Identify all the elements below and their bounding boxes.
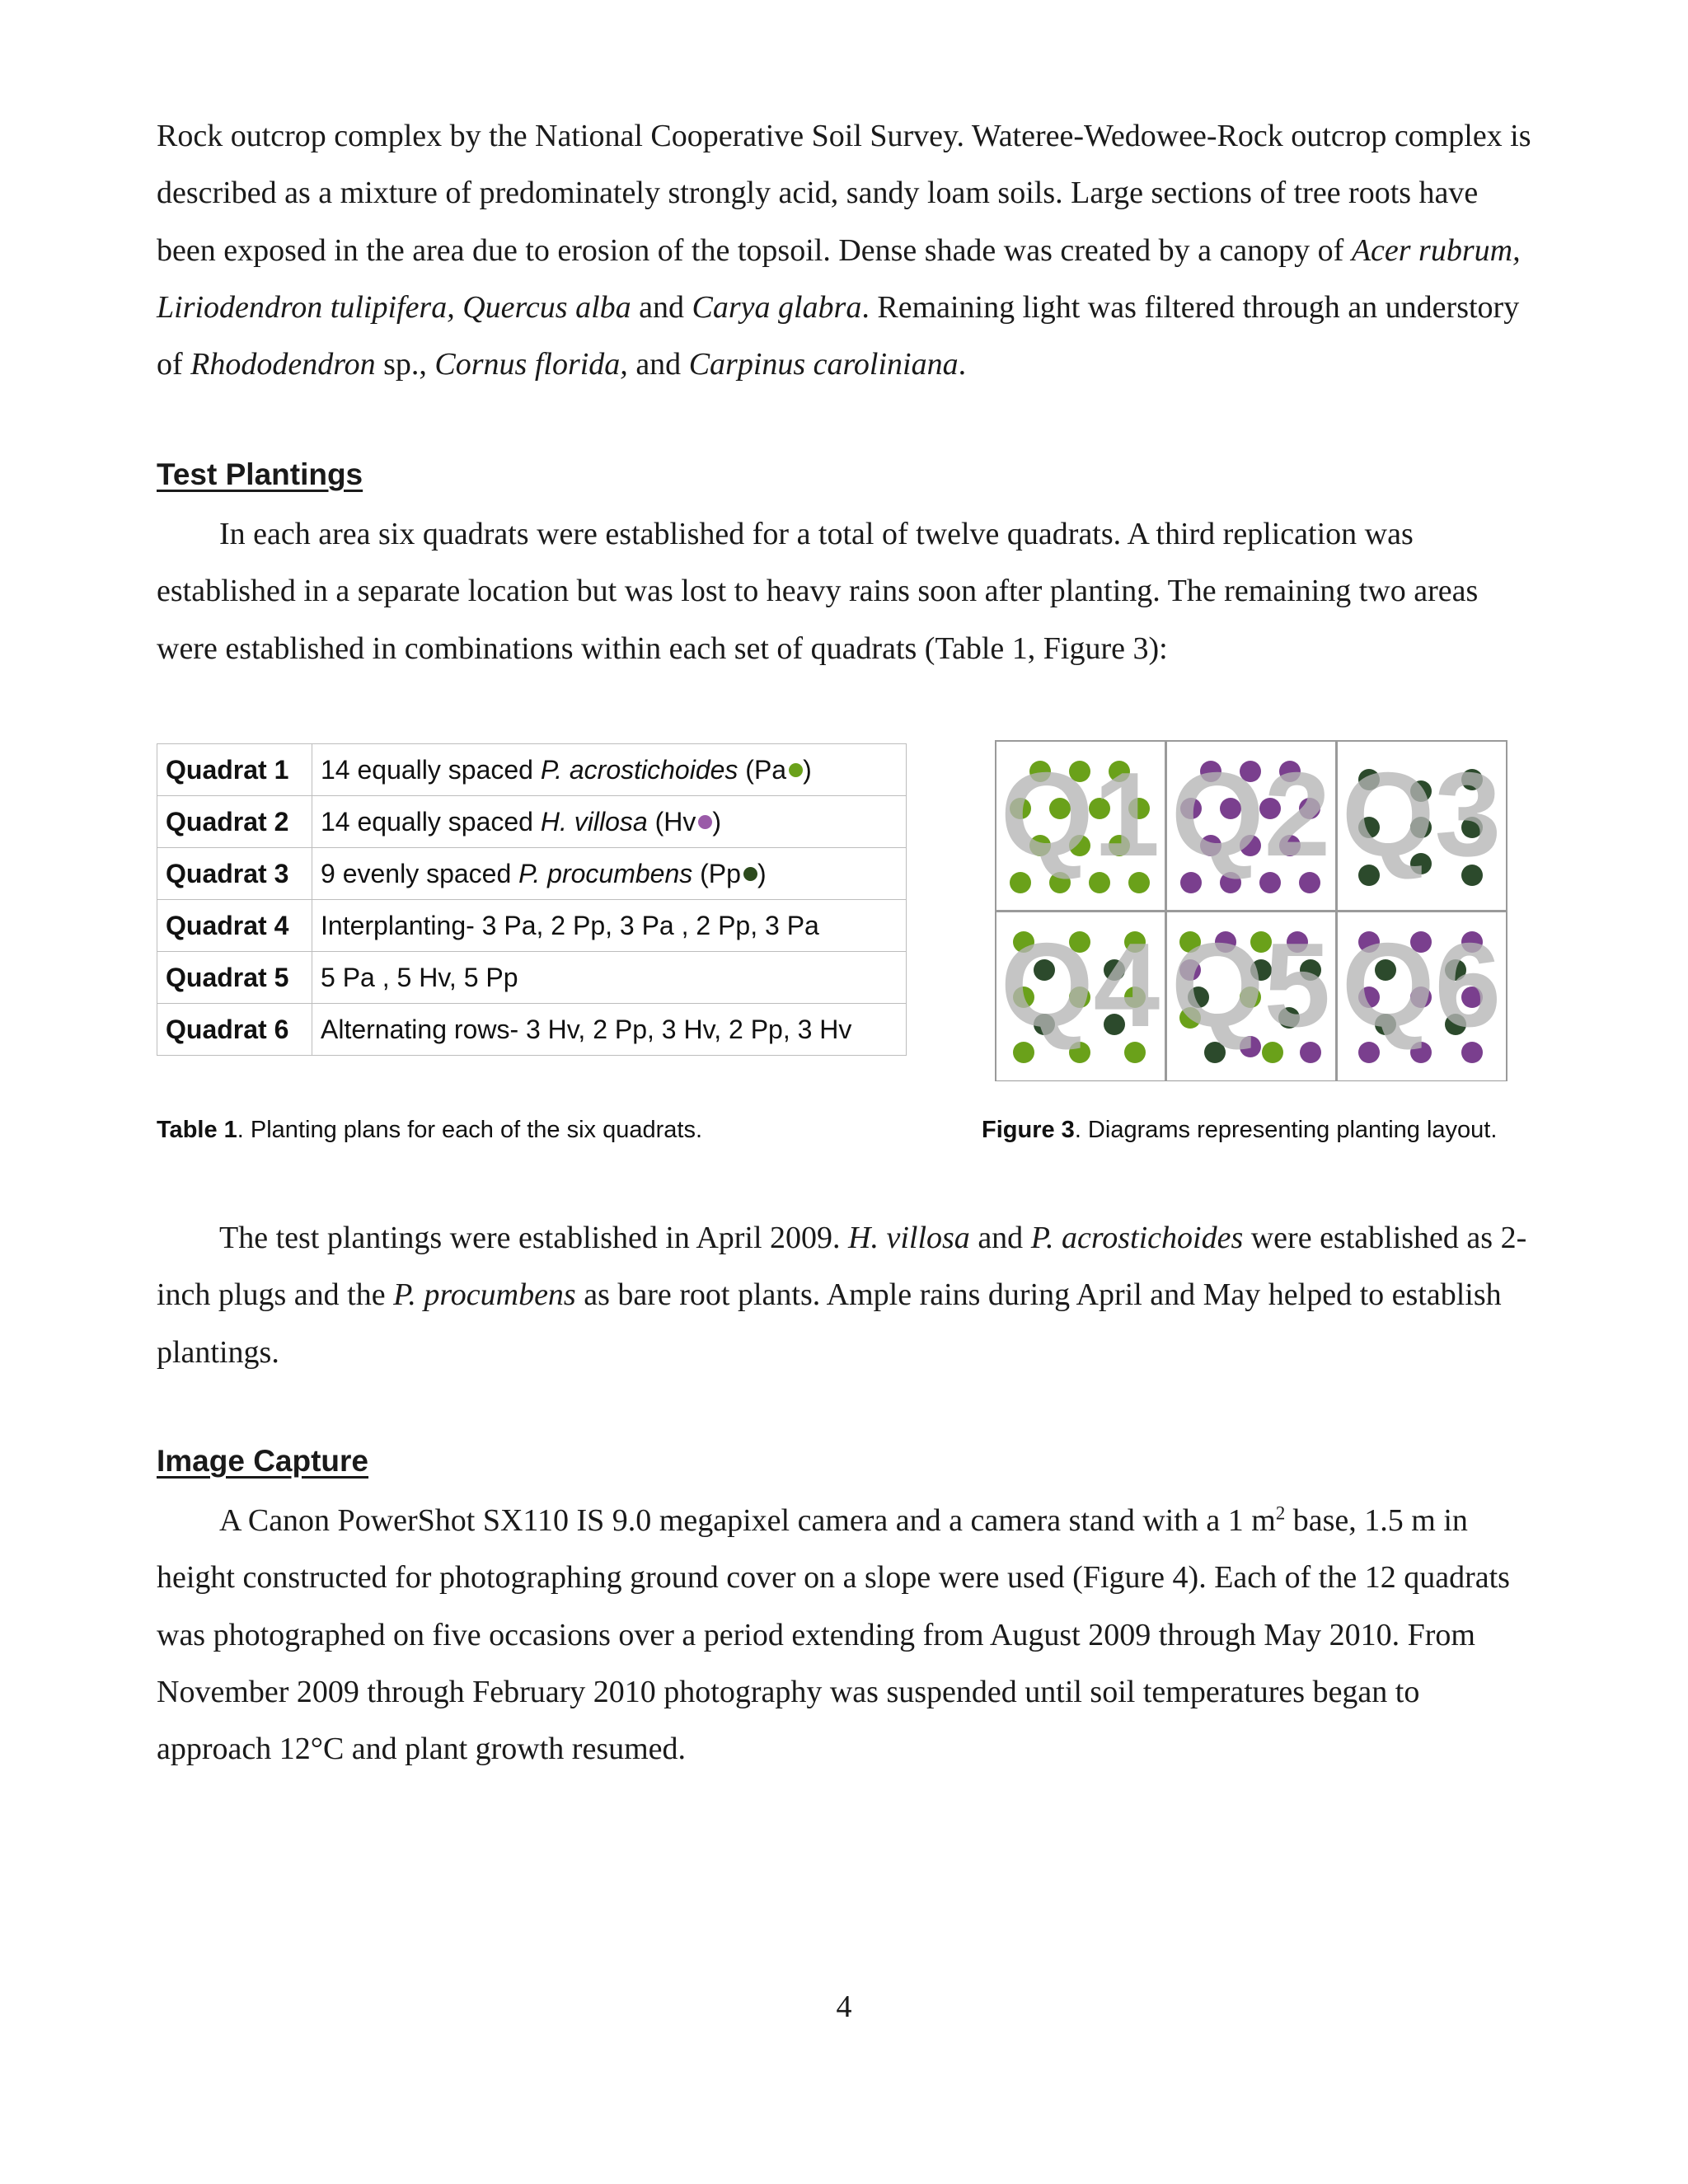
quadrat-label: Q5 xyxy=(1170,918,1331,1052)
test-plantings-heading: Test Plantings xyxy=(157,457,363,491)
table-caption: Table 1. Planting plans for each of the six quadrats. xyxy=(157,1117,703,1143)
quadrat-plan: Interplanting- 3 Pa, 2 Pp, 3 Pa , 2 Pp, 3 Pa xyxy=(312,900,907,952)
quadrat-name: Quadrat 6 xyxy=(157,1004,312,1056)
quadrat-plan: 14 equally spaced P. acrostichoides (Pa ) xyxy=(312,744,907,796)
quadrat-name: Quadrat 5 xyxy=(157,952,312,1004)
table-row xyxy=(157,744,907,796)
planting-paragraph: The test plantings were established in April 2009. H. villosa and P. acrostichoides were established as 2-inch plugs and the P. procumbens as bare root plants. Ample rains during April and May helped to establish plantings. xyxy=(157,1221,1527,1370)
hv-dot-icon xyxy=(698,815,712,829)
planting-layout-figure xyxy=(995,740,1507,1081)
pp-dot-icon xyxy=(743,867,757,881)
table-row xyxy=(157,1004,907,1056)
quadrat-name: Quadrat 1 xyxy=(157,744,312,796)
quadrat-label: Q1 xyxy=(1000,748,1160,881)
pa-dot-icon xyxy=(789,763,803,777)
quadrat-label: Q6 xyxy=(1341,918,1502,1052)
quadrat-name: Quadrat 2 xyxy=(157,796,312,848)
test-plantings-paragraph: In each area six quadrats were established for a total of twelve quadrats. A third replication was established in a separate location but was lost to heavy rains soon after planting. The remaining two areas were established in combinations within each set of quadrats (Table 1, Figure 3): xyxy=(157,517,1479,666)
quadrat-label: Q4 xyxy=(1000,918,1160,1052)
quadrat-label: Q3 xyxy=(1341,748,1502,881)
quadrat-name: Quadrat 4 xyxy=(157,900,312,952)
image-capture-heading: Image Capture xyxy=(157,1444,369,1478)
quadrat-plan: 9 evenly spaced P. procumbens (Pp ) xyxy=(312,848,907,900)
quadrat-plan: 14 equally spaced H. villosa (Hv ) xyxy=(312,796,907,848)
table-row xyxy=(157,952,907,1004)
figure-caption: Figure 3. Diagrams representing planting layout. xyxy=(982,1117,1498,1143)
site-description-paragraph: Rock outcrop complex by the National Cooperative Soil Survey. Wateree-Wedowee-Rock outcrop complex is described as a mixture of predominately strongly acid, sandy loam soils. Large sections of tree roots have been exposed in the area due to erosion of the topsoil. Dense shade was created by a canopy of Acer rubrum, Liriodendron tulipifera, Quercus alba and Carya glabra. Remaining light was filtered through an understory of Rhododendron sp., Cornus florida, and Carpinus caroliniana. xyxy=(157,119,1531,382)
image-capture-paragraph: A Canon PowerShot SX110 IS 9.0 megapixel camera and a camera stand with a 1 $m^2$ base, 1.5 m in height constructed for photographing ground cover on a slope were used (Figure 4). Each of the 12 quadrats was photographed on five occasions over a period extending from August 2009 through May 2010. From November 2009 through February 2010 photography was suspended until soil temperatures began to approach 12°C and plant growth resumed. xyxy=(157,1502,1510,1767)
table-row xyxy=(157,848,907,900)
page-number: 4 xyxy=(836,1990,852,2024)
quadrat-label: Q2 xyxy=(1170,748,1331,881)
table-row xyxy=(157,796,907,848)
planting-plan-table xyxy=(157,743,907,1056)
quadrat-name: Quadrat 3 xyxy=(157,848,312,900)
quadrat-plan: 5 Pa , 5 Hv, 5 Pp xyxy=(312,952,907,1004)
table-row xyxy=(157,900,907,952)
quadrat-plan: Alternating rows- 3 Hv, 2 Pp, 3 Hv, 2 Pp, 3 Hv xyxy=(312,1004,907,1056)
